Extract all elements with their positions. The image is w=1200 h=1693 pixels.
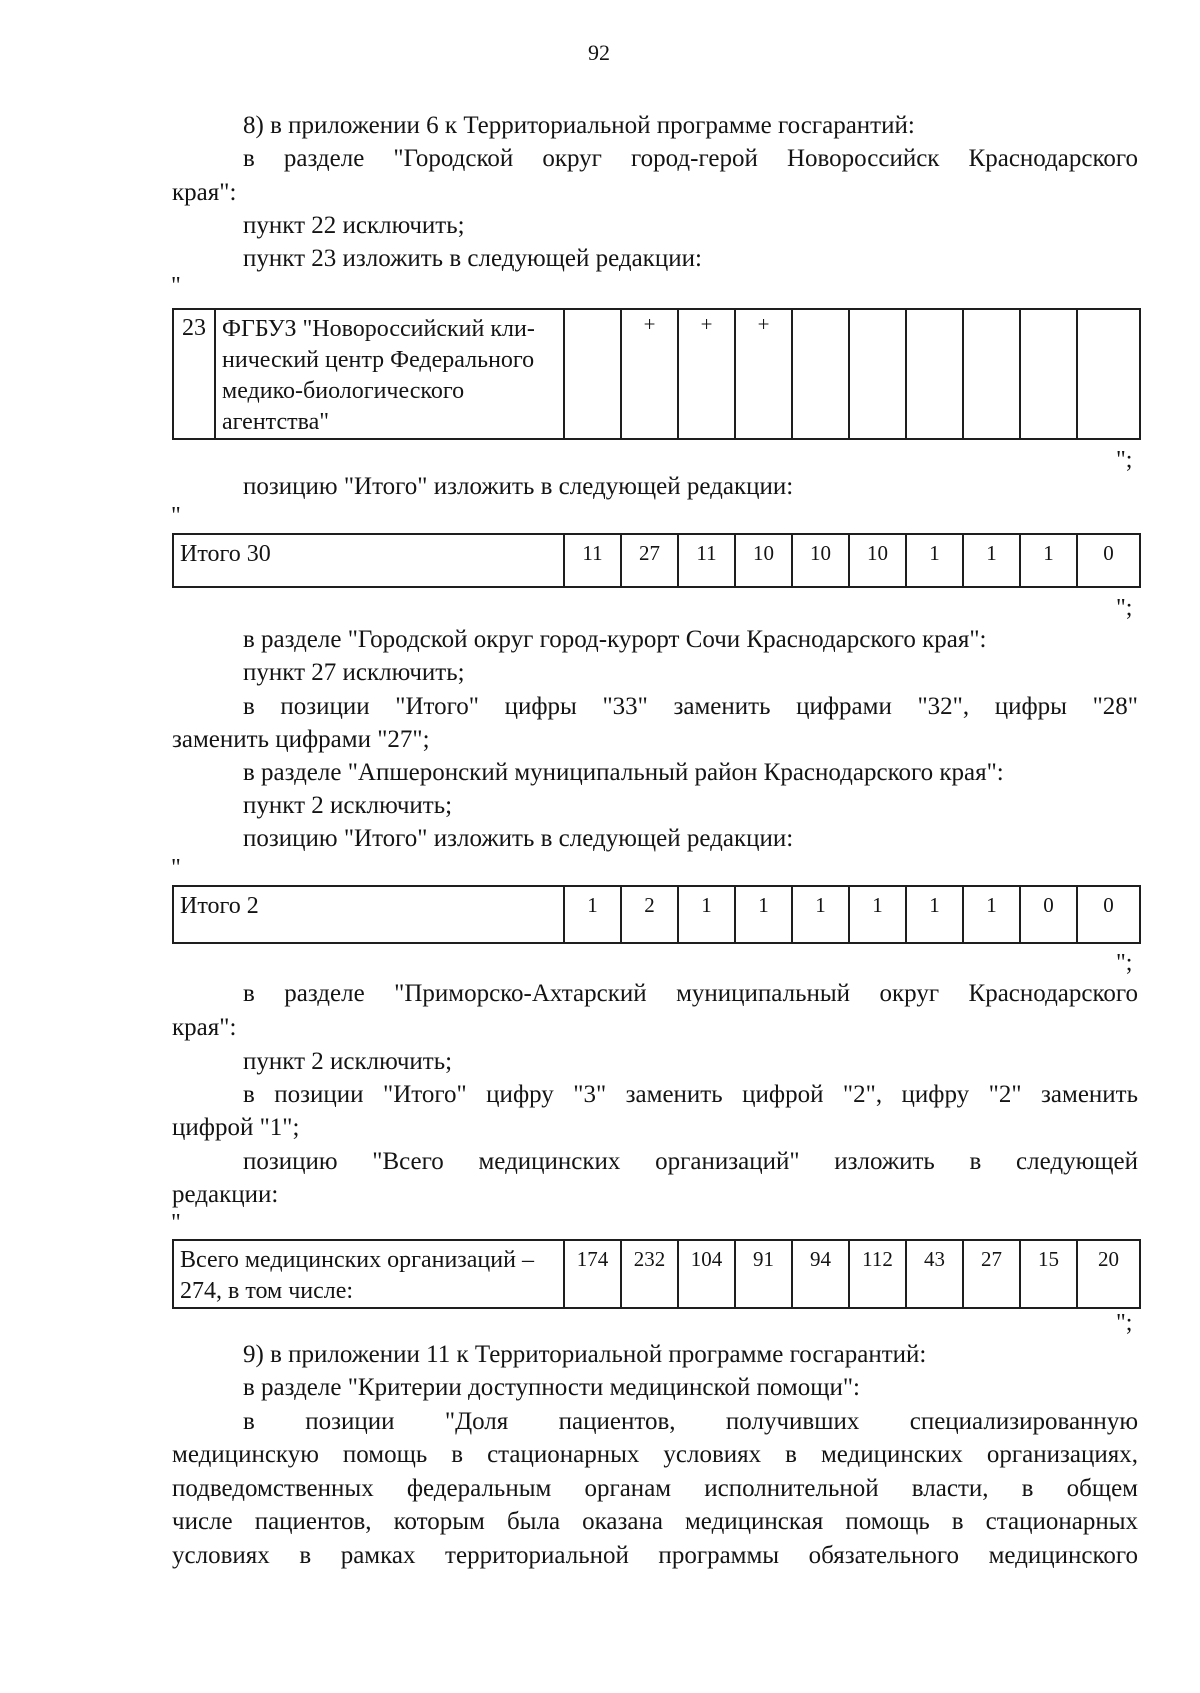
table-cell: 1 [1020,534,1077,587]
table-cell: 232 [621,1240,678,1308]
table-cell: 1 [735,886,792,943]
p8-section-line2: края": [172,179,237,206]
page-number: 92 [588,40,610,65]
table-total-organizations [172,1239,1141,1309]
table-cell: 20 [1077,1240,1140,1308]
table-cell: 1 [906,534,963,587]
apsheron-exclude-2: пункт 2 исключить; [243,792,453,819]
table-cell: 27 [963,1240,1020,1308]
table-cell: 1 [906,886,963,943]
table-cell: 43 [906,1240,963,1308]
table-cell: 27 [621,534,678,587]
sochi-replace-line2: заменить цифрами "27"; [172,726,430,753]
table-cell: 174 [564,1240,621,1308]
table-cell [1020,309,1077,439]
table-row [173,886,1140,943]
p9-intro: 9) в приложении 11 к Территориальной программе госгарантий: [243,1341,927,1368]
name-line: агентства" [222,409,330,435]
primorsko-exclude-2: пункт 2 исключить; [243,1048,453,1075]
p8-edit-23: пункт 23 изложить в следующей редакции: [243,245,702,272]
row-number: 23 [173,309,215,439]
table-cell: 10 [792,534,849,587]
primorsko-replace-line2: цифрой "1"; [172,1114,300,1141]
sochi-section: в разделе "Городской округ город-курорт Сочи Краснодарского края": [243,626,987,653]
table-cell: + [621,309,678,439]
apsheron-section: в разделе "Апшеронский муниципальный район Краснодарского края": [243,759,1004,786]
quote-open: " [171,273,181,299]
table-cell: 1 [849,886,906,943]
table-item-23 [172,308,1141,440]
p9-line1: в позиции "Доля пациентов, получивших специализированную [243,1408,1138,1435]
table-row [173,1240,1140,1308]
apsheron-itogo-edit: позицию "Итого" изложить в следующей редакции: [243,825,794,852]
table-cell: 1 [963,886,1020,943]
primorsko-section-line2: края": [172,1014,237,1041]
label-line: Всего медицинских организаций – [180,1247,534,1273]
table-cell: 11 [564,534,621,587]
organization-name [215,309,564,439]
table-row [173,309,1140,439]
table-cell: 1 [963,534,1020,587]
p9-line2: медицинскую помощь в стационарных условиях в медицинских организациях, [172,1441,1138,1468]
quote-open: " [171,503,181,529]
table-cell [849,309,906,439]
quote-close: "; [1116,950,1133,976]
name-line: ФГБУЗ "Новороссийский кли- [222,316,535,342]
table-cell [963,309,1020,439]
p8-exclude-22: пункт 22 исключить; [243,212,465,239]
quote-close: "; [1116,595,1133,621]
primorsko-total-edit-line2: редакции: [172,1181,279,1208]
table-itogo-2 [172,885,1141,944]
table-cell: 11 [678,534,735,587]
table-cell: 10 [735,534,792,587]
name-line: медико-биологического [222,378,465,404]
quote-open: " [171,855,181,881]
table-row [173,534,1140,587]
table-cell: 1 [564,886,621,943]
sochi-exclude-27: пункт 27 исключить; [243,659,465,686]
p8-section-line1: в разделе "Городской округ город-герой Новороссийск Краснодарского [243,145,1138,172]
table-cell: 1 [678,886,735,943]
table-itogo-30 [172,533,1141,588]
table-cell: + [678,309,735,439]
table-cell: 104 [678,1240,735,1308]
sochi-replace-line1: в позиции "Итого" цифры "33" заменить цифрами "32", цифры "28" [243,693,1138,720]
row-label [173,1240,564,1308]
table-cell [564,309,621,439]
quote-open: " [171,1210,181,1236]
table-cell [906,309,963,439]
table-cell: 0 [1077,886,1140,943]
p9-line5: условиях в рамках территориальной программы обязательного медицинского [172,1542,1138,1569]
table-cell: + [735,309,792,439]
table-cell: 0 [1077,534,1140,587]
p9-section: в разделе "Критерии доступности медицинской помощи": [243,1374,860,1401]
table-cell: 15 [1020,1240,1077,1308]
table-cell: 94 [792,1240,849,1308]
table-cell: 0 [1020,886,1077,943]
table-cell: 10 [849,534,906,587]
primorsko-total-edit-line1: позицию "Всего медицинских организаций" изложить в следующей [243,1148,1138,1175]
row-label: Итого 2 [173,886,564,943]
primorsko-section-line1: в разделе "Приморско-Ахтарский муниципальный округ Краснодарского [243,980,1138,1007]
row-label: Итого 30 [173,534,564,587]
p9-line3: подведомственных федеральным органам исполнительной власти, в общем [172,1475,1138,1502]
p9-line4: числе пациентов, которым была оказана медицинская помощь в стационарных [172,1508,1138,1535]
table-cell: 112 [849,1240,906,1308]
table-cell [1077,309,1140,439]
table-cell: 2 [621,886,678,943]
label-line: 274, в том числе: [180,1278,354,1304]
quote-close: "; [1116,1310,1133,1336]
p8-intro: 8) в приложении 6 к Территориальной программе госгарантий: [243,112,915,139]
table-cell: 1 [792,886,849,943]
primorsko-replace-line1: в позиции "Итого" цифру "3" заменить цифрой "2", цифру "2" заменить [243,1081,1138,1108]
itogo-edit-line: позицию "Итого" изложить в следующей редакции: [243,473,794,500]
table-cell [792,309,849,439]
name-line: нический центр Федерального [222,347,535,373]
quote-close: "; [1116,447,1133,473]
table-cell: 91 [735,1240,792,1308]
